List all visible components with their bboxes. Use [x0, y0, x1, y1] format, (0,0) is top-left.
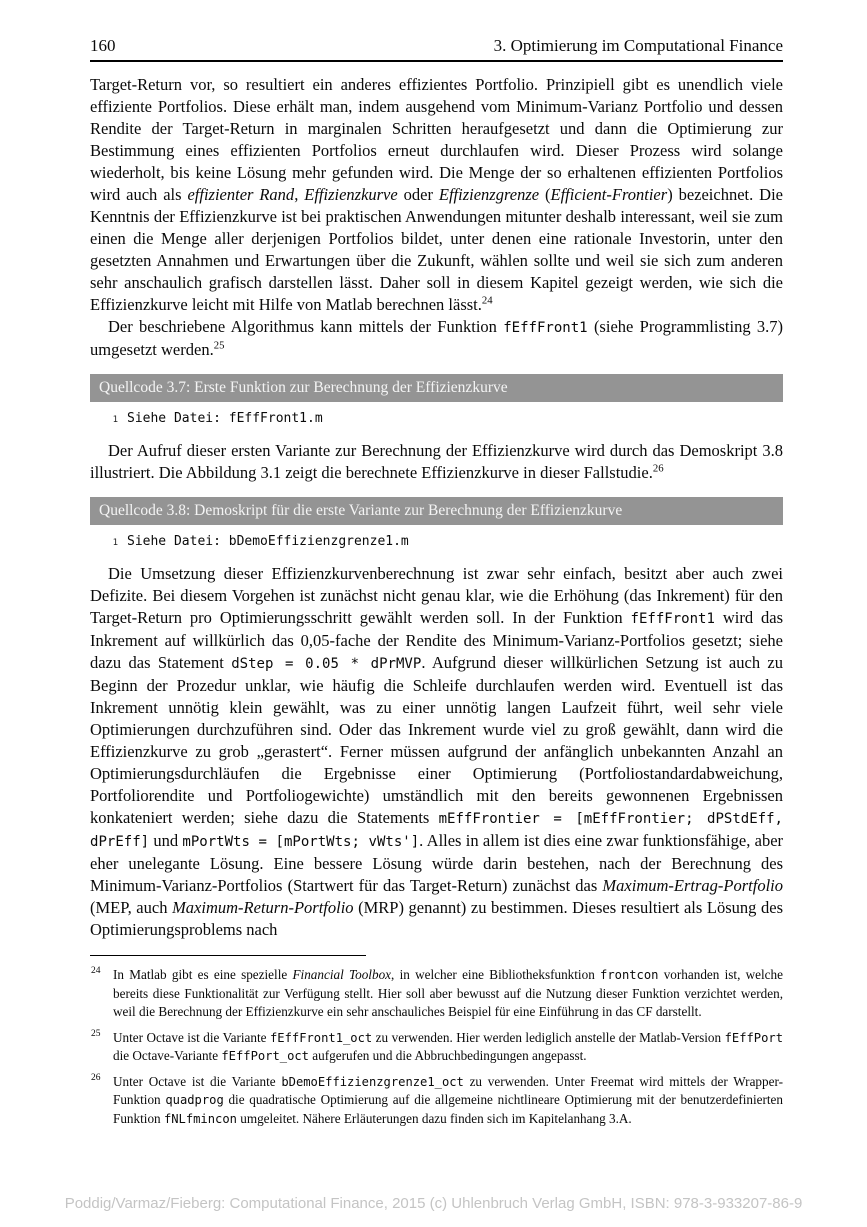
footnote-ref: 25 — [213, 339, 225, 352]
footnotes — [90, 966, 783, 1128]
text-run: (MEP, auch — [90, 898, 173, 917]
code-listing-caption: Quellcode 3.7: Erste Funktion zur Berechnung der Effizienzkurve — [90, 374, 783, 402]
text-run: . Aufgrund dieser willkürlichen Setzung ist auch zu Beginn der Prozedur unklar, wie häufig die Schleife durchlaufen werden wird. Eventuell ist das Inkrement unnötig klein gewählt, was zu einer unnötig langen Laufzeit führt, weil sehr viele Optimierungen durchzuführen sind. Oder das Inkrement wurde viel zu groß gewählt, dann wird die Effizienzkurve zu grob „gerastert“. Ferner müssen aufgrund der anfänglich unbekannten Anzahl an Optimierungsdurchläufen die Ergebnisse einer Optimierung (Portfoliostandardabweichung, Portfoliorendite und Portfoliogewichte) umständlich mit den bereits gewonnenen Ergebnissen konkateniert werden; siehe dazu die Statements — [90, 653, 783, 827]
text-run: zu verwenden. Unter Freemat wird mittels der Wrapper-Funktion — [113, 1073, 783, 1107]
text-run: , — [294, 185, 305, 204]
text-run: Effizienzkurve — [304, 185, 398, 204]
text-run: zu verwenden. Hier werden lediglich anstelle der Matlab-Version — [372, 1029, 725, 1045]
text-run: die quadratische Optimierung auf die allgemeine nichtlineare Optimierung mit der benutzerdefinierten Funktion — [113, 1092, 783, 1126]
code-text: Siehe Datei: bDemoEffizienzgrenze1.m — [127, 534, 409, 549]
text-run: vorhanden ist, welche bereits diese Funktionalität zur Verfügung stellt. Hier soll aber bewusst auf die Nutzung dieser Funktion verzichtet werden, weil die Berechnung der Effizienzkurve ein sehr anschauliches Beispiel für eine Einführung in das CF darstellt. — [113, 967, 783, 1019]
code-line — [104, 411, 783, 428]
text-run: ( — [539, 185, 551, 204]
text-run: (siehe Programmlisting 3.7) umgesetzt werden. — [90, 317, 784, 359]
code-line-number: 1 — [112, 415, 118, 425]
text-run: Maximum-Ertrag-Portfolio — [602, 876, 783, 895]
text-run: Maximum-Return-Portfolio — [172, 898, 354, 917]
text-run: Unter Octave ist die Variante — [113, 1073, 282, 1089]
text-run: fEffPort_oct — [221, 1049, 309, 1063]
paragraph — [90, 74, 783, 316]
text-run: Der beschriebene Algorithmus kann mittels der Funktion — [108, 317, 504, 336]
text-run: wird das Inkrement auf willkürlich das 0,05-fache der Rendite des Minimum-Varianz-Portfolios gesetzt; siehe dazu das Statement — [90, 608, 783, 672]
text-run: . Alles in allem ist dies eine zwar funktionsfähige, aber eher unelegante Lösung. Eine bessere Lösung würde darin bestehen, nach der Berechnung des Minimum-Varianz-Portfolios (Startwert für das Target-Return) zunächst das — [90, 831, 784, 895]
chapter-title: 3. Optimierung im Computational Finance — [493, 36, 783, 55]
body-content — [90, 74, 783, 941]
text-run: effizienter Rand — [187, 185, 295, 204]
footnote-ref: 24 — [481, 294, 493, 307]
text-run: ) bezeichnet. Die Kenntnis der Effizienzkurve ist bei praktischen Anwendungen mitunter deshalb interessant, weil sie zum einen die Menge aller derjenigen Portfolios bildet, unter denen eine rationale Investorin, unter den gesetzten Annahmen und Erwartungen über die Zukunft, wählen sollte und weil sie sich zum anderen sehr anschaulich grafisch darstellen lässt. Daher soll in diesem Kapitel gezeigt werden, wie sich die Effizienzkurve leicht mit Hilfe von Matlab berechnen lässt. — [90, 185, 783, 314]
text-run: fEffPort — [724, 1030, 783, 1045]
text-run: fNLfmincon — [163, 1111, 237, 1126]
code-text: Siehe Datei: fEffFront1.m — [127, 411, 323, 426]
text-run: mPortWts = [mPortWts; vWts'] — [182, 834, 420, 850]
text-run: Unter Octave ist die Variante — [113, 1029, 270, 1045]
text-run: In Matlab gibt es eine spezielle — [113, 967, 293, 982]
text-run: , in welcher eine Bibliotheksfunktion — [391, 967, 601, 982]
text-run: Effizienzgrenze — [438, 185, 540, 204]
code-line — [104, 534, 783, 551]
text-run: Der Aufruf dieser ersten Variante zur Berechnung der Effizienzkurve wird durch das Demoskript 3.8 illustriert. Die Abbildung 3.1 zeigt die berechnete Effizienzkurve in dieser Fallstudie. — [90, 441, 783, 482]
text-run: fEffFront1_oct — [270, 1030, 373, 1045]
page-footer: Poddig/Varmaz/Fieberg: Computational Finance, 2015 (c) Uhlenbruch Verlag GmbH, ISBN: 978-3-933207-86-9 — [64, 1195, 803, 1212]
footnote-number: 24 — [91, 966, 101, 976]
text-run: und — [149, 831, 183, 850]
footnote-number: 25 — [91, 1028, 101, 1039]
paragraph — [90, 316, 783, 361]
text-run: mEffFrontier = [mEffFrontier; dPStdEff, dPrEff] — [90, 811, 783, 850]
footnote — [90, 1073, 783, 1129]
code-line-number: 1 — [112, 538, 118, 548]
footnote-separator — [90, 955, 366, 956]
text-run: frontcon — [600, 968, 659, 982]
footnote-ref: 26 — [652, 462, 664, 475]
text-run: Target-Return vor, so resultiert ein anderes effizientes Portfolio. Prinzipiell gibt es unendlich viele effiziente Portfolios. Diese erhält man, indem ausgehend vom Minimum-Varianz Portfolio und dessen Rendite der Target-Return in marginalen Schritten heraufgesetzt und dann die Optimierung zur Bestimmung eines effizienten Portfolios erneut durchlaufen wird. Dieser Prozess wird solange wiederholt, bis keine Lösung mehr gefunden wird. Die Menge der so erhaltenen effizienten Portfolios wird auch als — [90, 75, 783, 204]
text-run: (MRP) genannt) zu bestimmen. Dieses resultiert als Lösung des Optimierungsproblems nach — [90, 898, 783, 939]
footnote — [90, 966, 783, 1022]
text-run: bDemoEffizienzgrenze1_oct — [281, 1074, 464, 1089]
text-run: fEffFront1 — [630, 611, 715, 627]
text-run: dStep = 0.05 * dPrMVP — [231, 656, 422, 672]
text-run: aufgerufen und die Abbruchbedingungen angepasst. — [308, 1048, 587, 1063]
text-run: umgeleitet. Nähere Erläuterungen dazu finden sich im Kapitelanhang 3.A. — [236, 1110, 632, 1126]
footnote-number: 26 — [91, 1072, 101, 1083]
paragraph — [90, 440, 783, 484]
text-run: quadprog — [165, 1093, 224, 1107]
text-run: die Octave-Variante — [113, 1048, 222, 1063]
running-header — [90, 36, 783, 62]
text-run: fEffFront1 — [503, 320, 588, 336]
paragraph — [90, 563, 783, 941]
text-run: oder — [397, 185, 439, 204]
text-run: Financial Toolbox — [292, 967, 392, 982]
footnote — [90, 1029, 783, 1066]
text-run: Die Umsetzung dieser Effizienzkurvenberechnung ist zwar sehr einfach, besitzt aber auch zwei Defizite. Bei diesem Vorgehen ist zunächst nicht genau klar, wie die Erhöhung (das Inkrement) für den Target-Return pro Optimierungsschritt gewählt werden soll. In der Funktion — [90, 564, 783, 627]
text-run: Efficient-Frontier — [550, 185, 668, 204]
code-listing-caption: Quellcode 3.8: Demoskript für die erste Variante zur Berechnung der Effizienzkurve — [90, 497, 783, 525]
page-number: 160 — [90, 36, 116, 55]
